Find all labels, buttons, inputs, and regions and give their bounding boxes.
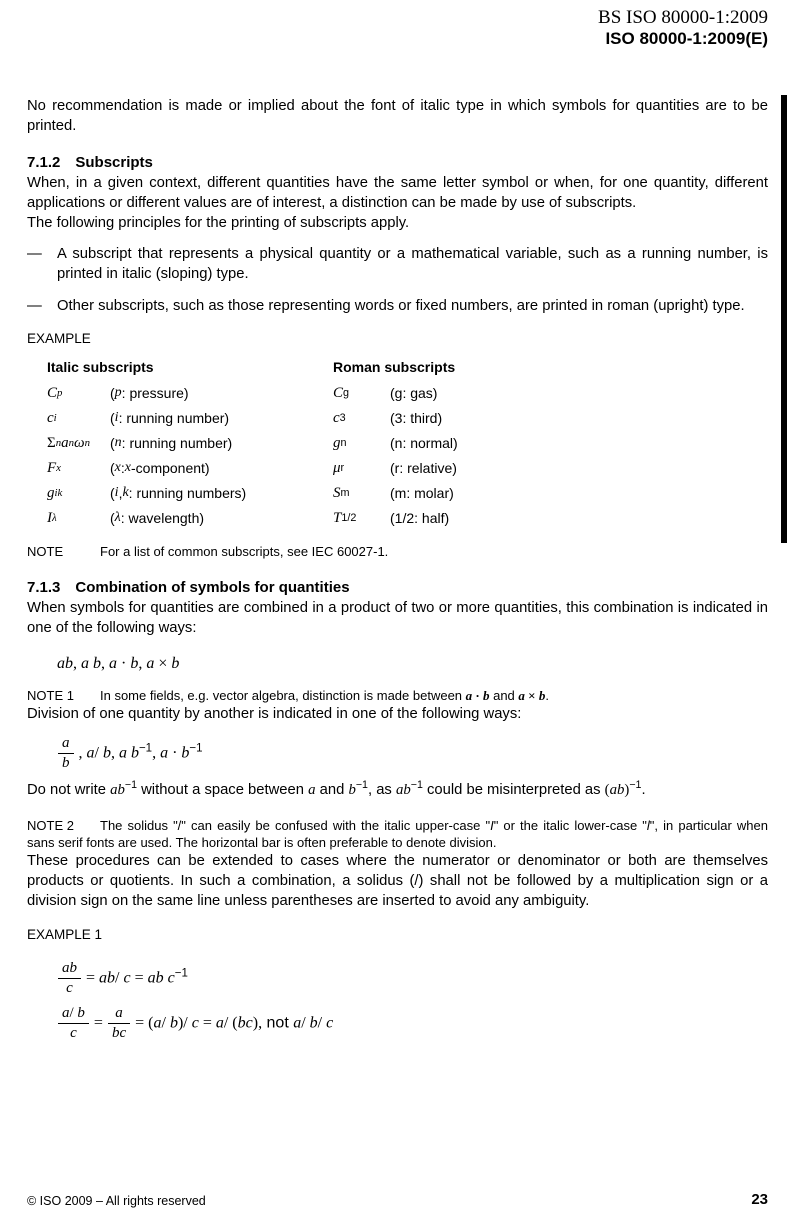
table-cell-description: (m: molar) [390, 484, 454, 501]
iso-standard-designation: ISO 80000-1:2009(E) [605, 29, 768, 48]
example-label: EXAMPLE [27, 331, 91, 346]
paragraph-italic-font: No recommendation is made or implied about the font of italic type in which symbols for quantities are to be printed. [27, 98, 768, 134]
paragraph-principles: The following principles for the printing of subscripts apply. [27, 215, 410, 231]
heading-number: 7.1.2 [27, 154, 61, 171]
dash-bullet: — [27, 298, 42, 314]
table-cell-description: ( i , k : running numbers) [110, 484, 247, 501]
roman-subscripts-column-header: Roman subscripts [333, 359, 456, 375]
formula-example1-line2: $\frac{a/ b}{c}$ = $\frac{a}{bc}$ = (a/ b)/ c = a/ (bc), not a/ b/ c [57, 1002, 768, 1045]
table-cell-description: ( p : pressure) [110, 384, 189, 401]
table-cell-description: ( x : x -component) [110, 459, 210, 476]
heading-title: Subscripts [75, 154, 153, 171]
table-cell-symbol: μ r [333, 459, 345, 476]
italic-subscripts-column-header: Italic subscripts [47, 359, 154, 375]
dash-bullet: — [27, 246, 42, 262]
note-2-solidus [27, 817, 768, 851]
table-cell-symbol: c i [47, 409, 57, 426]
table-cell-symbol: C p [47, 384, 63, 401]
paragraph-procedures: These procedures can be extended to cases where the numerator or denominator or both are themselves products or quotients. In such a combination, a solidus (/) shall not be followed by a multiplication sign or a division sign on the same line unless parentheses are inserted to avoid any ambiguity. [27, 853, 768, 909]
table-cell-symbol: Σ n a n ω n [47, 434, 91, 451]
table-cell-description: (r: relative) [390, 459, 457, 476]
note-text: In some fields, e.g. vector algebra, distinction is made between a · b and a × b. [100, 688, 549, 703]
note-label: NOTE [27, 544, 64, 559]
table-cell-symbol: g n [333, 434, 347, 451]
table-cell-symbol: C g [333, 384, 350, 401]
table-cell-description: ( n : running number) [110, 434, 233, 451]
list-item-text: A subscript that represents a physical quantity or a mathematical variable, such as a running number, is printed in italic (sloping) type. [57, 246, 768, 282]
formula-product-notations: ab, a b, a · b, a × b [57, 655, 180, 672]
note-1-vector-algebra [27, 687, 768, 704]
heading-number: 7.1.3 [27, 579, 61, 596]
page-header [598, 7, 768, 48]
list-item-text: Other subscripts, such as those representing words or fixed numbers, are printed in roman (upright) type. [57, 298, 745, 314]
table-cell-symbol: g ik [47, 484, 63, 501]
heading-7-1-3 [27, 578, 768, 598]
page-number: 23 [751, 1191, 768, 1208]
page-content [27, 96, 768, 1045]
table-cell-description: (g: gas) [390, 384, 438, 401]
table-cell-symbol: I λ [47, 509, 57, 526]
copyright-notice: © ISO 2009 – All rights reserved [27, 1194, 206, 1208]
paragraph-do-not-write: Do not write $ab^{-1}$ without a space between a and $b^{-1}$, as $ab^{-1}$ could be misinterpreted as (ab)$^{-1}$. [27, 779, 646, 798]
note-subscripts [27, 543, 768, 560]
formula-division-notations: $\frac{a}{b}$ , a/ b, a $b^{-1}$, $a \cdot b^{-1}$ [57, 732, 768, 775]
formula-example1-line1: $\frac{ab}{c}$ = ab/ c = ab $c^{-1}$ [57, 957, 768, 1000]
bs-standard-designation: BS ISO 80000-1:2009 [598, 7, 768, 28]
paragraph-combination: When symbols for quantities are combined in a product of two or more quantities, this combination is indicated in one of the following ways: [27, 600, 768, 636]
table-cell-symbol: c 3 [333, 409, 346, 426]
table-cell-symbol: F x [47, 459, 61, 476]
table-cell-description: (1/2: half) [390, 509, 450, 526]
table-cell-description: (n: normal) [390, 434, 458, 451]
table-cell-symbol: T 1/2 [333, 509, 357, 526]
margin-change-bar [781, 95, 787, 543]
heading-7-1-2 [27, 153, 768, 173]
paragraph-division: Division of one quantity by another is indicated in one of the following ways: [27, 706, 522, 722]
paragraph-subscript-context: When, in a given context, different quantities have the same letter symbol or when, for one quantity, different applications or different values are of interest, a distinction can be made by use of subscripts. [27, 175, 768, 211]
list-item-italic-subscript [27, 244, 768, 284]
heading-title: Combination of symbols for quantities [75, 579, 350, 596]
note-text: The solidus "/" can easily be confused with the italic upper-case "I" or the italic lower-case "l", in particular when sans serif fonts are used. The horizontal bar is often preferable to denote division. [27, 818, 768, 850]
table-cell-symbol: S m [333, 484, 350, 501]
list-item-roman-subscript [27, 296, 768, 316]
table-cell-description: ( λ : wavelength) [110, 509, 205, 526]
note-label: NOTE 2 [27, 818, 74, 833]
example-1-label: EXAMPLE 1 [27, 927, 103, 942]
note-text: For a list of common subscripts, see IEC 60027-1. [100, 544, 389, 559]
subscripts-example-table [47, 357, 768, 530]
note-label: NOTE 1 [27, 688, 74, 703]
table-cell-description: (3: third) [390, 409, 443, 426]
table-cell-description: ( i : running number) [110, 409, 230, 426]
